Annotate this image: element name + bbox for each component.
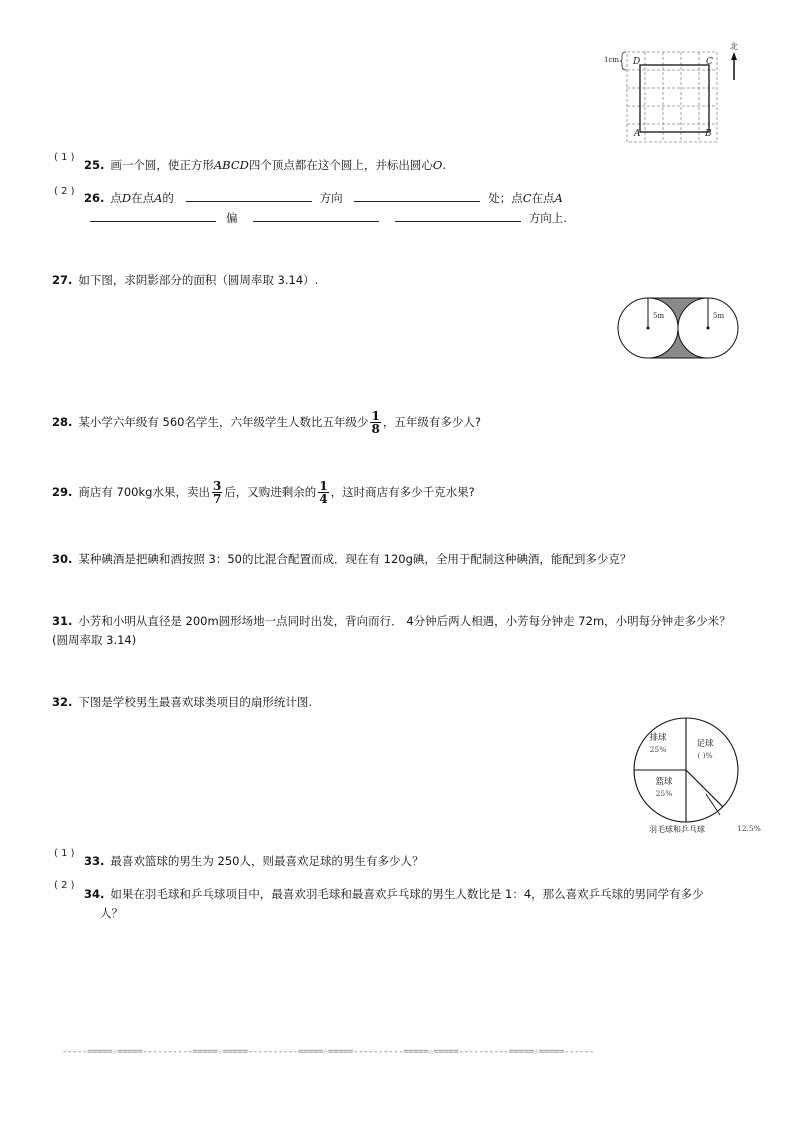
scale-brace — [620, 52, 626, 70]
q26-text: 方向上. — [528, 211, 567, 225]
q28-fraction — [370, 410, 380, 435]
q26-point-a: A — [554, 191, 563, 205]
question-26-line2 — [90, 210, 567, 226]
q26-text: 在点 — [131, 191, 155, 205]
q26-blank-5[interactable] — [395, 211, 521, 222]
q26-blank-3[interactable] — [90, 211, 216, 222]
question-32 — [52, 694, 312, 710]
q34-text: 如果在羽毛球和乒乓球项目中，最喜欢羽毛球和最喜欢乒乓球的男生人数比是 1：4，那么喜欢乒乓球的男同学有多少 — [110, 887, 704, 901]
two-circles-figure — [616, 295, 742, 363]
q32-text: 下图是学校男生最喜欢球类项目的扇形统计图. — [78, 695, 313, 709]
pie-football-label: 足球 — [696, 739, 714, 749]
q31-text: 小芳和小明从直径是 200m圆形场地一点同时出发，背向而行． 4分钟后两人相遇，小芳每分钟走 72m，小明每分钟走多少米？ — [78, 614, 731, 628]
q29-number: 29. — [52, 485, 73, 499]
q26-number: 26. — [84, 191, 105, 205]
fraction-denominator: 4 — [319, 492, 328, 506]
q26-blank-4[interactable] — [253, 211, 379, 222]
q25-text-a: 画一个圆，使正方形 — [110, 158, 214, 172]
q25-text-c: . — [442, 158, 446, 172]
q29-fraction-2 — [318, 480, 328, 505]
pie-volleyball-label: 排球 — [649, 733, 667, 743]
corner-a-label: A — [634, 129, 641, 139]
q25-sub-label: ( 1 ) — [54, 152, 75, 163]
right-radius-label: 5m — [713, 312, 725, 320]
q26-text: 点 — [110, 191, 122, 205]
q25-text-b: 四个顶点都在这个圆上，并标出圆心 — [248, 158, 433, 172]
fraction-numerator: 1 — [371, 409, 380, 423]
pie-basketball-label: 篮球 — [655, 777, 673, 787]
q26-text: 的 — [162, 191, 174, 205]
pie-badminton-tt-label: 羽毛球和乒乓球 — [649, 825, 705, 834]
question-30 — [52, 551, 631, 567]
question-28 — [52, 410, 481, 435]
q25-abcd: ABCD — [213, 158, 249, 172]
q26-text: 处；点 — [488, 191, 523, 205]
pie-basketball-pct: 25% — [655, 789, 673, 798]
q27-number: 27. — [52, 273, 73, 287]
corner-d-label: D — [633, 57, 641, 67]
q28-text-b: ，五年级有多少人? — [382, 415, 481, 429]
q28-number: 28. — [52, 415, 73, 429]
q26-text: 偏 — [226, 211, 238, 225]
q29-text-b: 后，又购进剩余的 — [224, 485, 317, 499]
q34-number: 34. — [84, 887, 105, 901]
fraction-numerator: 1 — [319, 479, 328, 493]
q26-blank-1[interactable] — [186, 191, 312, 202]
q25-o: O — [432, 158, 443, 172]
q34-sub-label: ( 2 ) — [54, 880, 75, 891]
pie-football-pct: ( )% — [697, 751, 713, 760]
q26-sub-label: ( 2 ) — [54, 186, 75, 197]
q31-number: 31. — [52, 614, 73, 628]
q26-point-d: D — [121, 191, 132, 205]
north-label: 北 — [730, 42, 738, 51]
footer-divider: -----=====☆=====----------=====☆=====----------=====☆=====----------=====☆=====----------=====☆=====------ — [62, 1047, 594, 1057]
q30-number: 30. — [52, 552, 73, 566]
question-34 — [84, 886, 704, 902]
left-radius-label: 5m — [653, 312, 665, 320]
fraction-denominator: 8 — [371, 422, 380, 436]
q30-text: 某种碘酒是把碘和酒按照 3：50的比混合配置而成．现在有 120g碘，全用于配制这种碘酒，能配到多少克？ — [78, 552, 632, 566]
scale-label: 1cm — [604, 56, 620, 64]
corner-b-label: B — [705, 129, 712, 139]
grid-figure — [598, 38, 748, 148]
q26-text: 在点 — [531, 191, 555, 205]
q34-line2: 人？ — [100, 906, 123, 920]
fraction-denominator: 7 — [212, 492, 222, 506]
question-31 — [52, 613, 731, 629]
question-26-line1 — [84, 190, 563, 206]
q27-text: 如下图，求阴影部分的面积（圆周率取 3.14）. — [78, 273, 319, 287]
pie-volleyball-pct: 25% — [649, 745, 667, 754]
q26-point-a: A — [154, 191, 163, 205]
north-arrowhead — [731, 52, 737, 60]
q31-line2: (圆周率取 3.14) — [52, 633, 137, 647]
q33-sub-label: ( 1 ) — [54, 848, 75, 859]
question-33 — [84, 853, 423, 869]
question-25 — [84, 157, 446, 173]
question-27 — [52, 272, 318, 288]
q33-number: 33. — [84, 854, 105, 868]
corner-c-label: C — [706, 57, 713, 67]
q25-number: 25. — [84, 158, 105, 172]
question-29 — [52, 480, 475, 505]
q32-number: 32. — [52, 695, 73, 709]
fraction-numerator: 3 — [212, 479, 222, 493]
pie-chart — [620, 712, 770, 840]
q29-text-c: ，这时商店有多少千克水果? — [330, 485, 475, 499]
pie-badminton-tt-pct: 12.5% — [737, 824, 761, 833]
q28-text-a: 某小学六年级有 560名学生，六年级学生人数比五年级少 — [78, 415, 369, 429]
q29-text-a: 商店有 700kg水果，卖出 — [78, 485, 210, 499]
q26-text: 方向 — [319, 191, 343, 205]
q26-point-c: C — [522, 191, 532, 205]
q29-fraction-1 — [212, 480, 222, 505]
q33-text: 最喜欢篮球的男生为 250人，则最喜欢足球的男生有多少人？ — [110, 854, 424, 868]
q26-blank-2[interactable] — [354, 191, 480, 202]
